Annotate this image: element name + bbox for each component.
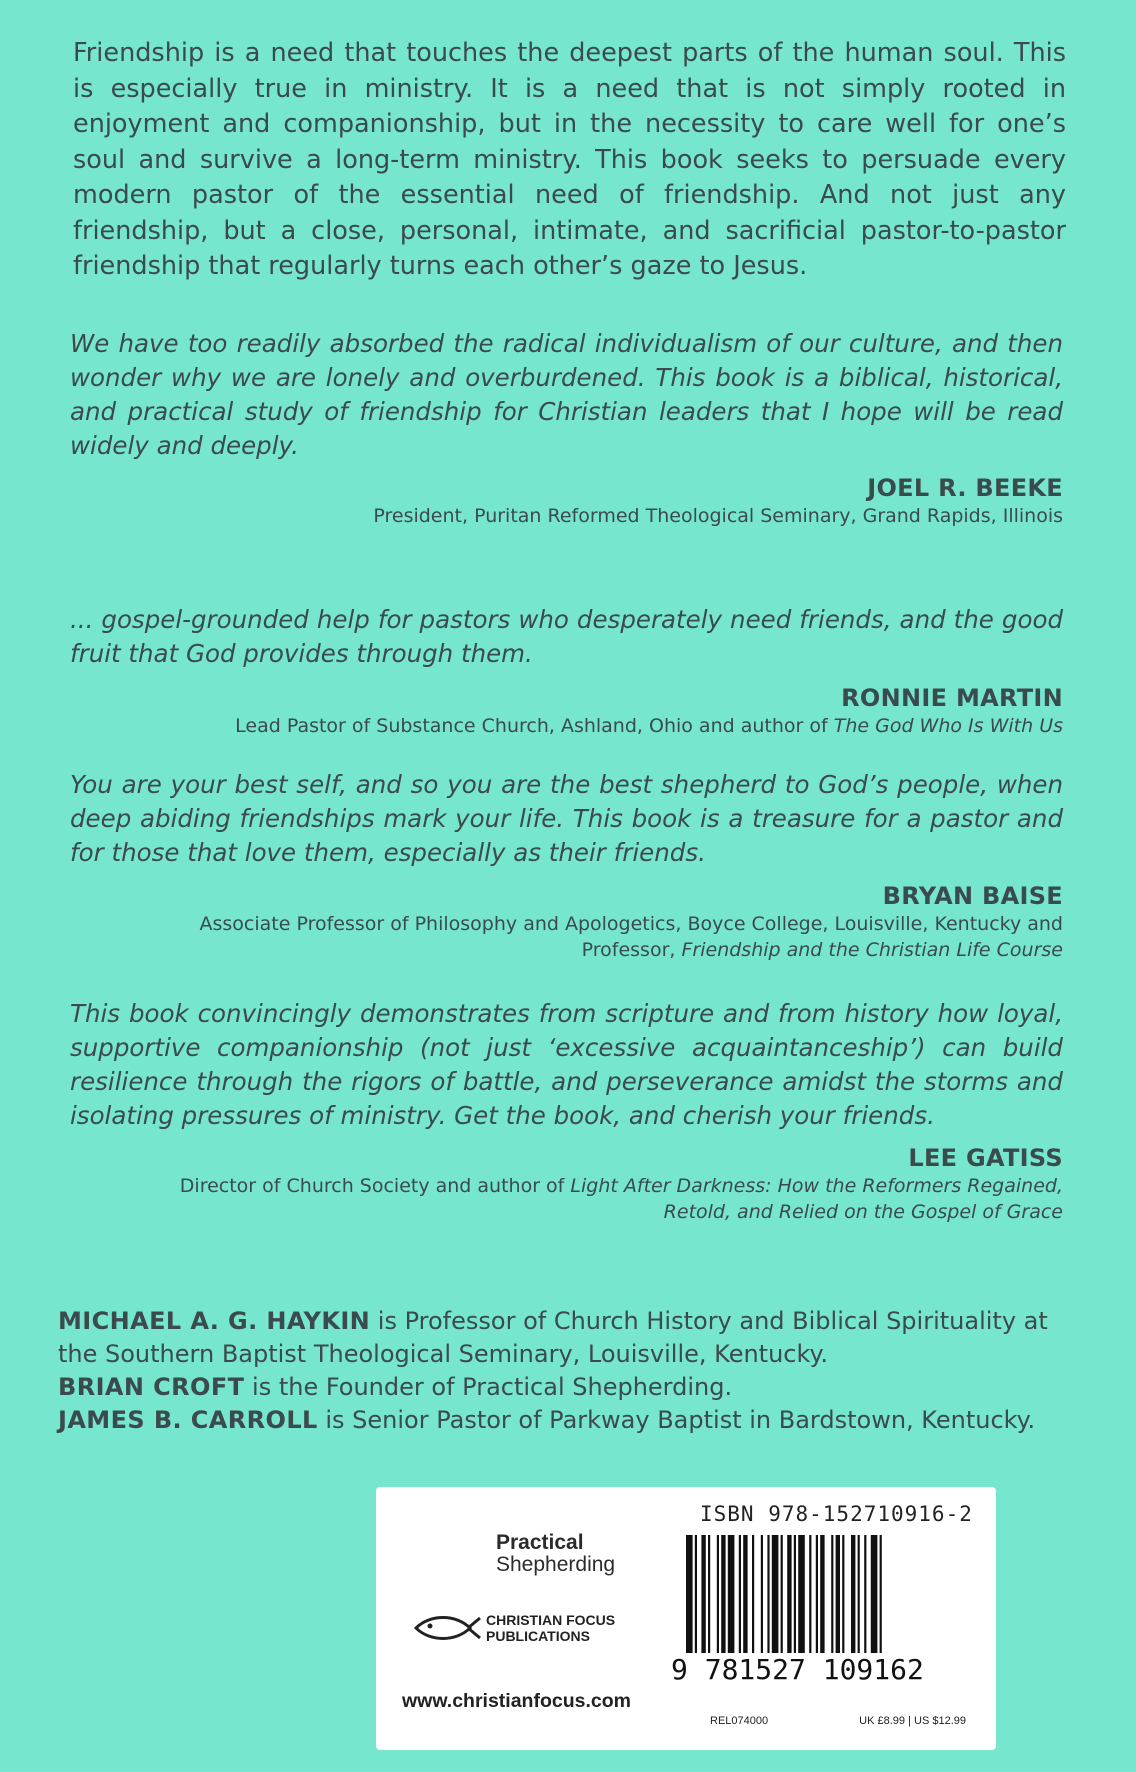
endorser-role-line2 [70, 937, 1063, 963]
author-name: JAMES B. CARROLL [58, 1406, 318, 1434]
endorsement-2 [70, 603, 1063, 739]
endorsement-quote: This book convincingly demonstrates from scripture and from history how loyal, supportive companionship (not just ‘excessive acquaintanceship’) can build resilience through the rigors of battle, and perseverance amidst the storms and isolating pressures of ministry. Get the book, and cherish your friends. [70, 999, 1063, 1130]
endorsement-3 [70, 768, 1063, 963]
author-bio [58, 1305, 1068, 1371]
endorser-course-title: Friendship and the Christian Life Course [681, 939, 1063, 961]
author-name: BRIAN CROFT [58, 1373, 245, 1401]
author-bio [58, 1404, 1068, 1437]
publisher-label [376, 1487, 996, 1750]
publisher-name-line2: PUBLICATIONS [486, 1628, 590, 1644]
publisher-website: www.christianfocus.com [402, 1690, 631, 1712]
label-codes [710, 1715, 966, 1727]
price: UK £8.99 | US $12.99 [859, 1715, 966, 1727]
endorser-role: President, Puritan Reformed Theological Seminary, Grand Rapids, Illinois [373, 505, 1063, 527]
barcode-digits [670, 1653, 925, 1686]
endorser-book-title: The God Who Is With Us [833, 715, 1063, 737]
author-bios [58, 1305, 1068, 1437]
isbn-text: ISBN 978-152710916-2 [700, 1502, 973, 1526]
endorser-role: Associate Professor of Philosophy and Apologetics, Boyce College, Louisville, Kentucky and [199, 913, 1063, 935]
endorser-name: LEE GATISS [908, 1144, 1063, 1172]
author-bio-text: is Senior Pastor of Parkway Baptist in Bardstown, Kentucky. [317, 1406, 1036, 1434]
author-bio-text: is the Founder of Practical Shepherding. [244, 1373, 733, 1401]
endorser-name: BRYAN BAISE [882, 882, 1063, 910]
endorser-name: RONNIE MARTIN [841, 684, 1063, 712]
endorsement-4 [70, 997, 1063, 1225]
endorser-role-line2 [70, 1199, 1063, 1225]
logo-line-1: Practical [496, 1531, 584, 1554]
endorser-role-text: Director of Church Society and author of [179, 1175, 571, 1197]
endorser-role [70, 1173, 1063, 1199]
publisher-name [486, 1612, 615, 1644]
endorser-book-title-cont: Retold, and Relied on the Gospel of Grace [663, 1201, 1063, 1223]
fish-icon [412, 1611, 482, 1645]
author-bio [58, 1371, 1068, 1404]
author-name: MICHAEL A. G. HAYKIN [58, 1307, 371, 1335]
logo-line-2: Shepherding [496, 1553, 616, 1576]
endorser-role-text: Lead Pastor of Substance Church, Ashland, Ohio and author of [235, 715, 834, 737]
barcode-digits-text: 9 781527 109162 [671, 1653, 924, 1686]
christian-focus-logo [412, 1611, 615, 1645]
endorser-role-text: Professor, [581, 939, 682, 961]
endorsement-quote: We have too readily absorbed the radical individualism of our culture, and then wonder why we are lonely and overburdened. This book is a biblical, historical, and practical study of friendship for Christian leaders that I hope will be read widely and deeply. [70, 329, 1063, 460]
endorsement-quote: You are your best self, and so you are the best shepherd to God’s people, when deep abiding friendships mark your life. This book is a treasure for a pastor and for those that love them, especially as their friends. [70, 770, 1063, 867]
endorser-book-title: Light After Darkness: How the Reformers Regained, [570, 1175, 1063, 1197]
endorser-name: JOEL R. BEEKE [867, 474, 1063, 502]
author-bio-text: is Professor of Church History and Biblical Spirituality at the Southern Baptist Theological Seminary, Louisville, Kentucky. [58, 1307, 1048, 1368]
endorsement-quote: ... gospel-grounded help for pastors who desperately need friends, and the good fruit that God provides through them. [70, 605, 1063, 668]
back-cover-blurb: Friendship is a need that touches the deepest parts of the human soul. This is especially true in ministry. It is a need that is not simply rooted in enjoyment and companionship, but in the necessity to care well for one’s soul and survive a long-term ministry. This book seeks to persuade every modern pastor of the essential need of friendship. And not just any friendship, but a close, personal, intimate, and sacrificial pastor-to-pastor friendship that regularly turns each other’s gaze to Jesus. [73, 38, 1066, 281]
category-code: REL074000 [710, 1715, 769, 1727]
endorser-role [70, 713, 1063, 739]
endorsement-1 [70, 327, 1063, 529]
publisher-name-line1: CHRISTIAN FOCUS [486, 1612, 616, 1628]
practical-shepherding-logo [496, 1532, 615, 1576]
